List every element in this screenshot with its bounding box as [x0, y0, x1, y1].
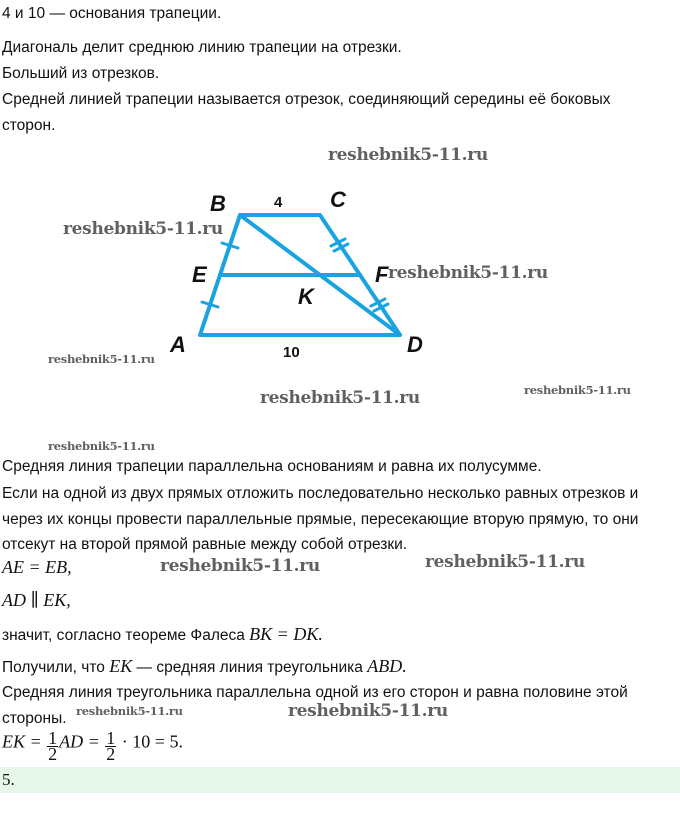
answer-value: 5.	[2, 770, 15, 789]
watermark: reshebnik5-11.ru	[328, 145, 488, 165]
watermark: reshebnik5-11.ru	[76, 704, 183, 718]
math-final-equation: EK = $\frac{1}{2}$ AD = $\frac{1}{2}$ · 10 = 5.	[2, 728, 183, 764]
label-f: F	[375, 262, 389, 287]
math-ae-eb: AE = EB,	[2, 557, 72, 577]
text-bases: 4 и 10 — основания трапеции.	[2, 5, 222, 22]
text-midline-def-1: Средней линией трапеции называется отрезок, соединяющий середины её боковых	[2, 91, 611, 108]
watermark: reshebnik5-11.ru	[63, 219, 223, 239]
label-d: D	[407, 332, 423, 357]
text-thales-1: Если на одной из двух прямых отложить последовательно несколько равных отрезков и	[2, 485, 639, 502]
text-thales-3: отсекут на второй прямой равные между собой отрезки.	[2, 536, 408, 553]
text-triangle-midline-2: стороны.	[2, 710, 67, 727]
text-triangle-midline-1: Средняя линия треугольника параллельна одной из его сторон и равна половине этой	[2, 684, 628, 701]
math-ad-parallel-ek: AD ∥ EK,	[2, 590, 71, 610]
label-c: C	[330, 187, 346, 212]
text-larger-segment: Больший из отрезков.	[2, 65, 160, 82]
watermark: reshebnik5-11.ru	[524, 383, 631, 397]
text-ek-midline: Получили, что EK — средняя линия треугольника ABD.	[2, 656, 407, 676]
label-bottom-base: 10	[283, 344, 300, 361]
label-b: B	[210, 191, 226, 216]
trapezoid-lines	[200, 215, 400, 335]
text-midline-def-2: сторон.	[2, 117, 56, 134]
text-thales-2: через их концы провести параллельные прямые, пересекающие вторую прямую, то они	[2, 511, 639, 528]
watermark: reshebnik5-11.ru	[288, 701, 448, 721]
label-k: K	[298, 284, 314, 309]
watermark: reshebnik5-11.ru	[48, 352, 155, 366]
text-diagonal: Диагональ делит среднюю линию трапеции на отрезки.	[2, 39, 402, 56]
watermark: reshebnik5-11.ru	[48, 439, 155, 453]
answer-box	[0, 767, 680, 793]
watermark: reshebnik5-11.ru	[160, 556, 320, 576]
watermark: reshebnik5-11.ru	[260, 388, 420, 408]
watermark: reshebnik5-11.ru	[388, 263, 548, 283]
text-midline-property: Средняя линия трапеции параллельна основаниям и равна их полусумме.	[2, 458, 542, 475]
label-a: A	[170, 332, 186, 357]
watermark: reshebnik5-11.ru	[425, 552, 585, 572]
fraction-half-2: $\frac{1}{2}$	[106, 728, 116, 764]
fraction-half-1: $\frac{1}{2}$	[48, 728, 58, 764]
label-top-base: 4	[274, 194, 283, 211]
text-thales-conclusion: значит, согласно теореме Фалеса BK = DK.	[2, 624, 323, 644]
label-e: E	[192, 262, 207, 287]
